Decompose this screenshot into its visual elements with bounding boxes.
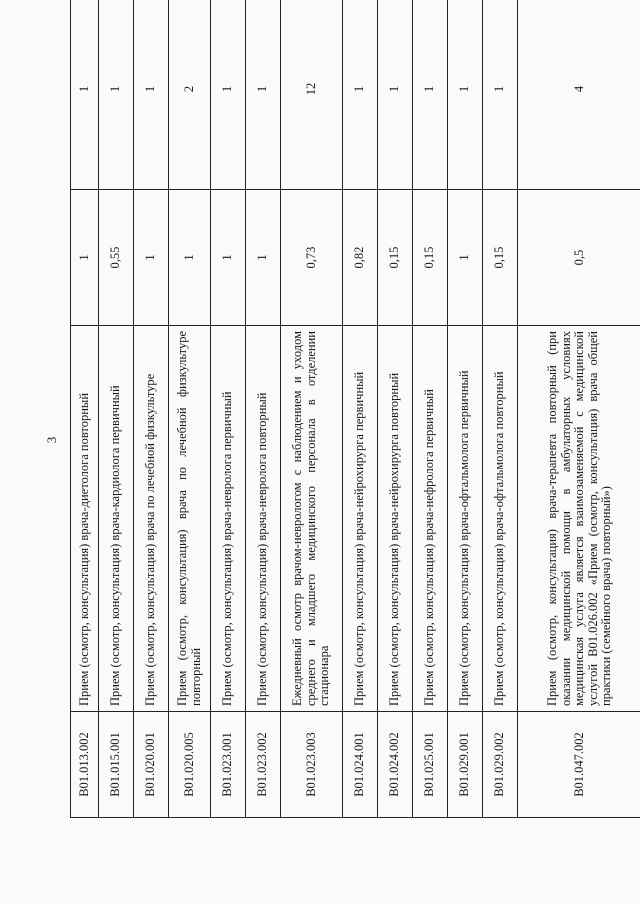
frequency-coefficient-cell: 0,55 xyxy=(99,190,134,326)
service-name-cell: Прием (осмотр, консультация) врача-невролога повторный xyxy=(246,326,281,712)
services-table xyxy=(70,0,640,818)
service-name-cell: Прием (осмотр, консультация) врача-терапевта повторный (при оказании медицинской помощи в амбулаторных условиях медицинская услуга является взаимозаменяемой с медицинской услугой B01.026.002 «Прием (осмотр, консультация) врача общей практики (семейного врача) повторный») xyxy=(518,326,640,712)
multiplicity-cell: 1 xyxy=(71,0,99,190)
service-name-cell: Ежедневный осмотр врачом-неврологом с наблюдением и уходом среднего и младшего медицинского персонала в отделении стационара xyxy=(281,326,343,712)
frequency-coefficient-cell: 0,5 xyxy=(518,190,640,326)
services-table-body xyxy=(71,0,640,818)
service-code-cell: B01.020.001 xyxy=(134,712,169,818)
rotated-page-area xyxy=(70,33,612,818)
table-row xyxy=(211,0,246,818)
service-code-cell: B01.020.005 xyxy=(169,712,211,818)
multiplicity-cell: 2 xyxy=(169,0,211,190)
service-code-cell: B01.024.001 xyxy=(343,712,378,818)
page-number: 3 xyxy=(44,436,59,444)
table-row xyxy=(281,0,343,818)
multiplicity-cell: 1 xyxy=(413,0,448,190)
service-name-cell: Прием (осмотр, консультация) врача-кардиолога первичный xyxy=(99,326,134,712)
table-row xyxy=(71,0,99,818)
frequency-coefficient-cell: 0,15 xyxy=(378,190,413,326)
multiplicity-cell: 4 xyxy=(518,0,640,190)
frequency-coefficient-cell: 1 xyxy=(448,190,483,326)
service-code-cell: B01.015.001 xyxy=(99,712,134,818)
service-code-cell: B01.029.001 xyxy=(448,712,483,818)
multiplicity-cell: 1 xyxy=(343,0,378,190)
frequency-coefficient-cell: 1 xyxy=(211,190,246,326)
table-wrapper xyxy=(70,33,612,818)
table-row xyxy=(343,0,378,818)
multiplicity-cell: 1 xyxy=(246,0,281,190)
multiplicity-cell: 12 xyxy=(281,0,343,190)
service-name-cell: Прием (осмотр, консультация) врача-диетолога повторный xyxy=(71,326,99,712)
table-row xyxy=(378,0,413,818)
service-code-cell: B01.013.002 xyxy=(71,712,99,818)
multiplicity-cell: 1 xyxy=(134,0,169,190)
service-name-cell: Прием (осмотр, консультация) врача-нефролога первичный xyxy=(413,326,448,712)
frequency-coefficient-cell: 0,82 xyxy=(343,190,378,326)
service-code-cell: B01.023.003 xyxy=(281,712,343,818)
table-row xyxy=(483,0,518,818)
service-name-cell: Прием (осмотр, консультация) врача-офтальмолога первичный xyxy=(448,326,483,712)
service-code-cell: B01.023.002 xyxy=(246,712,281,818)
table-row xyxy=(99,0,134,818)
table-row xyxy=(448,0,483,818)
service-name-cell: Прием (осмотр, консультация) врача по лечебной физкультуре повторный xyxy=(169,326,211,712)
service-name-cell: Прием (осмотр, консультация) врача-нейрохирурга повторный xyxy=(378,326,413,712)
multiplicity-cell: 1 xyxy=(99,0,134,190)
service-code-cell: B01.029.002 xyxy=(483,712,518,818)
service-name-cell: Прием (осмотр, консультация) врача-невролога первичный xyxy=(211,326,246,712)
frequency-coefficient-cell: 0,73 xyxy=(281,190,343,326)
multiplicity-cell: 1 xyxy=(211,0,246,190)
frequency-coefficient-cell: 1 xyxy=(246,190,281,326)
table-row xyxy=(413,0,448,818)
service-name-cell: Прием (осмотр, консультация) врача-нейрохирурга первичный xyxy=(343,326,378,712)
service-code-cell: B01.047.002 xyxy=(518,712,640,818)
table-row xyxy=(169,0,211,818)
frequency-coefficient-cell: 1 xyxy=(71,190,99,326)
multiplicity-cell: 1 xyxy=(378,0,413,190)
multiplicity-cell: 1 xyxy=(483,0,518,190)
service-code-cell: B01.024.002 xyxy=(378,712,413,818)
frequency-coefficient-cell: 1 xyxy=(169,190,211,326)
frequency-coefficient-cell: 0,15 xyxy=(413,190,448,326)
service-name-cell: Прием (осмотр, консультация) врача по лечебной физкультуре xyxy=(134,326,169,712)
service-code-cell: B01.023.001 xyxy=(211,712,246,818)
table-row xyxy=(518,0,640,818)
multiplicity-cell: 1 xyxy=(448,0,483,190)
table-row xyxy=(246,0,281,818)
service-code-cell: B01.025.001 xyxy=(413,712,448,818)
service-name-cell: Прием (осмотр, консультация) врача-офтальмолога повторный xyxy=(483,326,518,712)
frequency-coefficient-cell: 1 xyxy=(134,190,169,326)
frequency-coefficient-cell: 0,15 xyxy=(483,190,518,326)
table-row xyxy=(134,0,169,818)
